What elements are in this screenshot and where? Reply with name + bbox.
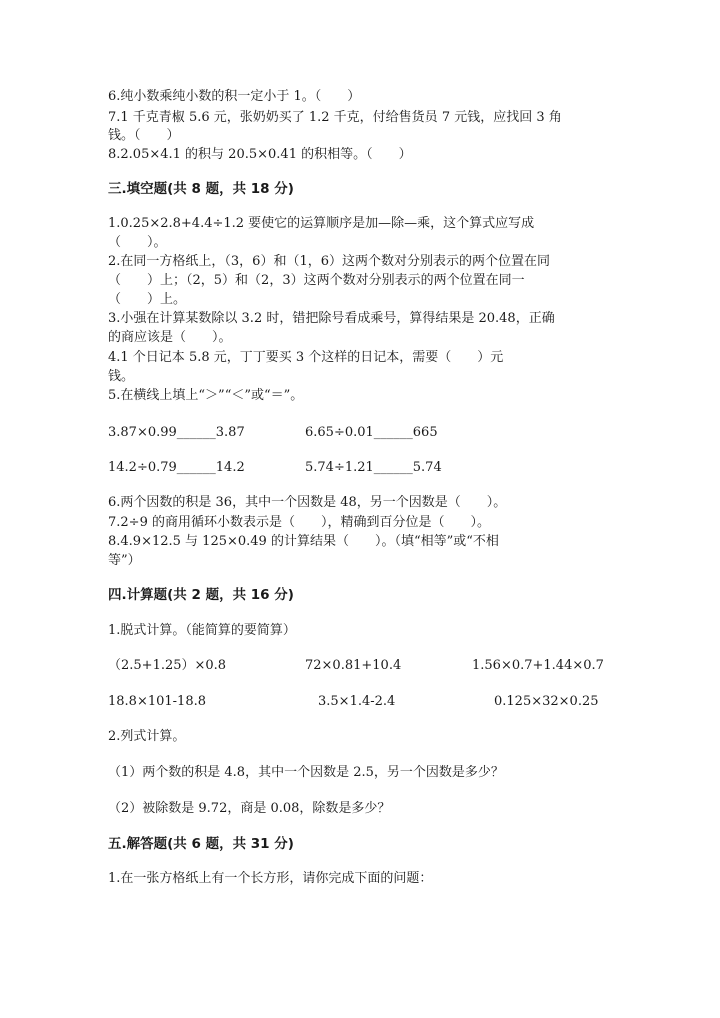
calc-expr: 18.8×101-18.8 — [108, 694, 206, 709]
fill-item-6: 6.两个因数的积是 36，其中一个因数是 48，另一个因数是（ ）。 — [108, 495, 507, 510]
compare-expr: 14.2÷0.79______14.2 — [108, 460, 245, 475]
calc-expr: 0.125×32×0.25 — [494, 694, 599, 709]
fill-item-8: 8.4.9×12.5 与 125×0.49 的计算结果（ ）。（填“相等”或“不相 — [108, 534, 499, 549]
judge-item-7: 7.1 千克青椒 5.6 元，张奶奶买了 1.2 千克，付给售货员 7 元钱，应找回 3 角 — [108, 110, 562, 125]
calc-question-2: 2.列式计算。 — [108, 729, 186, 744]
calc-expr: 3.5×1.4-2.4 — [318, 694, 396, 709]
compare-expr: 3.87×0.99______3.87 — [108, 425, 245, 440]
fill-item-2-cont: （ ）上；（2，5）和（2，3）这两个数对分别表示的两个位置在同一 — [108, 273, 525, 288]
compare-expr: 5.74÷1.21______5.74 — [305, 460, 442, 475]
calc-question-1: 1.脱式计算。（能简算的要简算） — [108, 623, 296, 638]
calc-expr: （2.5+1.25）×0.8 — [108, 658, 227, 673]
section5-title: 五.解答题(共 6 题，共 31 分) — [108, 836, 294, 852]
fill-item-3: 3.小强在计算某数除以 3.2 时，错把除号看成乘号，算得结果是 20.48，正确 — [108, 311, 555, 326]
section3-title: 三.填空题(共 8 题，共 18 分) — [108, 181, 294, 197]
compare-expr: 6.65÷0.01______665 — [305, 425, 438, 440]
section4-title: 四.计算题(共 2 题，共 16 分) — [108, 587, 294, 603]
fill-item-3-cont: 的商应该是（ ）。 — [108, 330, 232, 345]
judge-item-7-cont: 钱。（ ） — [108, 128, 180, 143]
fill-item-1-cont: （ ）。 — [108, 235, 167, 250]
calc-expr: 72×0.81+10.4 — [305, 658, 402, 673]
fill-item-4: 4.1 个日记本 5.8 元，丁丁要买 3 个这样的日记本，需要（ ）元 — [108, 350, 504, 365]
fill-item-1: 1.0.25×2.8+4.4÷1.2 要使它的运算顺序是加—除—乘，这个算式应写成 — [108, 216, 535, 231]
fill-item-5: 5.在横线上填上“＞”“＜”或“＝”。 — [108, 388, 304, 403]
judge-item-6: 6.纯小数乘纯小数的积一定小于 1。（ ） — [108, 89, 361, 104]
calc-sub-1: （1）两个数的积是 4.8，其中一个因数是 2.5，另一个因数是多少？ — [108, 765, 504, 780]
fill-item-7: 7.2÷9 的商用循环小数表示是（ ），精确到百分位是（ ）。 — [108, 515, 490, 530]
answer-question-1: 1.在一张方格纸上有一个长方形，请你完成下面的问题： — [108, 871, 433, 886]
fill-item-8-cont: 等”） — [108, 553, 141, 568]
calc-expr: 1.56×0.7+1.44×0.7 — [472, 658, 604, 673]
fill-item-4-cont: 钱。 — [108, 369, 135, 384]
judge-item-8: 8.2.05×4.1 的积与 20.5×0.41 的积相等。（ ） — [108, 147, 412, 162]
calc-sub-2: （2）被除数是 9.72，商是 0.08，除数是多少？ — [108, 801, 391, 816]
fill-item-2: 2.在同一方格纸上，（3，6）和（1，6）这两个数对分别表示的两个位置在同 — [108, 254, 550, 269]
fill-item-2-cont2: （ ）上。 — [108, 292, 187, 307]
